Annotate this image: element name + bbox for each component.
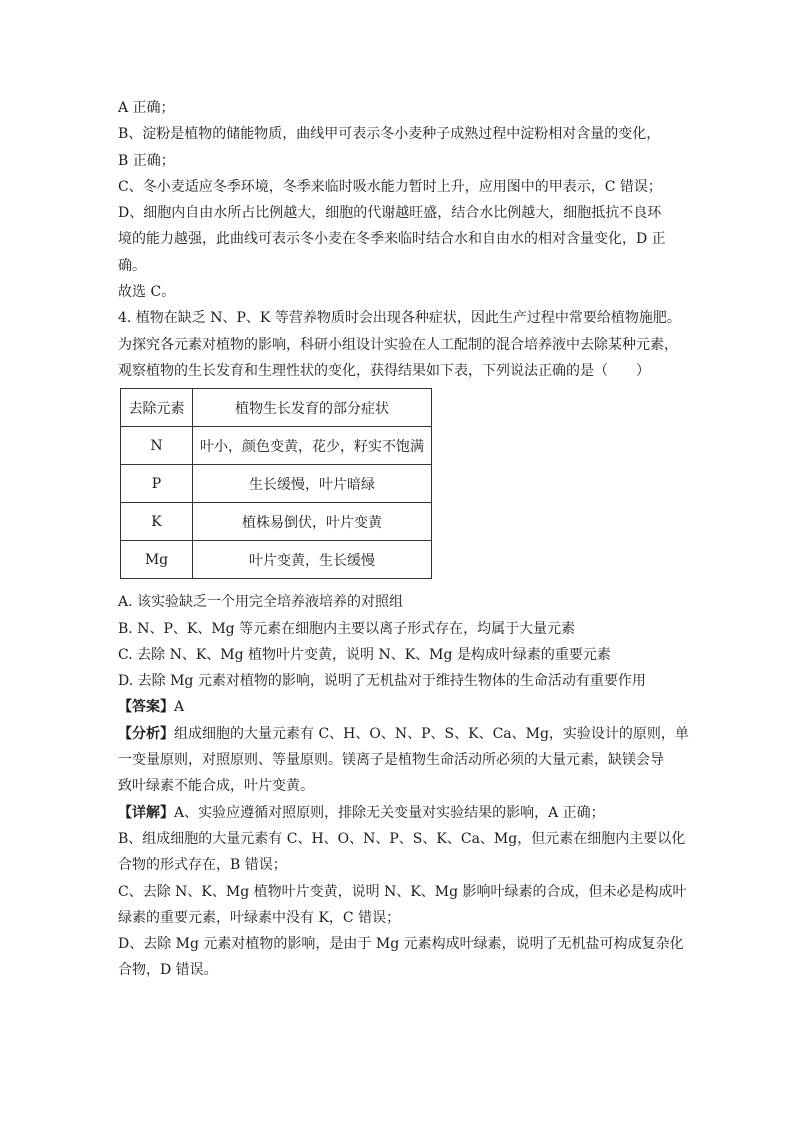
option-d: D. 去除 Mg 元素对植物的影响，说明了无机盐对于维持生物体的生命活动有重要作用 xyxy=(118,673,646,690)
previous-explanation xyxy=(118,95,698,305)
table-cell: 植株易倒伏，叶片变黄 xyxy=(193,503,432,541)
table-row xyxy=(121,503,432,541)
analysis-text: 组成细胞的大量元素有 C、H、O、N、P、S、K、Ca、Mg，实验设计的原则，单 xyxy=(174,725,689,742)
detail-line: B、组成细胞的大量元素有 C、H、O、N、P、S、K、Ca、Mg，但元素在细胞内主要以化 xyxy=(118,830,686,847)
detail-line: 合物，D 错误。 xyxy=(118,962,218,979)
detail-line xyxy=(118,800,698,826)
text-line: 确。 xyxy=(118,257,146,274)
question-stem-line: 观察植物的生长发育和生理性状的变化，获得结果如下表，下列说法正确的是（ ） xyxy=(118,362,650,379)
symptom-table xyxy=(120,388,432,579)
text-line: C、冬小麦适应冬季环境，冬季来临时吸水能力暂时上升，应用图中的甲表示，C 错误； xyxy=(118,178,662,195)
option-a: A. 该实验缺乏一个用完全培养液培养的对照组 xyxy=(118,594,404,611)
detail-line: C、去除 N、K、Mg 植物叶片变黄，说明 N、K、Mg 影响叶绿素的合成，但未必是构成叶 xyxy=(118,883,687,900)
table-header-row xyxy=(121,389,432,427)
text-line: D、细胞内自由水所占比例越大，细胞的代谢越旺盛，结合水比例越大，细胞抵抗不良环 xyxy=(118,205,662,222)
table-cell: 生长缓慢，叶片暗绿 xyxy=(193,465,432,503)
question-4 xyxy=(118,305,698,983)
detail-label: 【详解】 xyxy=(118,804,174,821)
detail-line: 绿素的重要元素，叶绿素中没有 K，C 错误； xyxy=(118,909,401,926)
table-row xyxy=(121,465,432,503)
detail-line: 合物的形式存在，B 错误； xyxy=(118,857,287,874)
option-c: C. 去除 N、K、Mg 植物叶片变黄，说明 N、K、Mg 是构成叶绿素的重要元素 xyxy=(118,646,611,663)
option-b: B. N、P、K、Mg 等元素在细胞内主要以离子形式存在，均属于大量元素 xyxy=(118,620,576,637)
table-cell: 叶片变黄，生长缓慢 xyxy=(193,541,432,579)
page-content xyxy=(118,95,698,984)
text-line: B、淀粉是植物的储能物质，曲线甲可表示冬小麦种子成熟过程中淀粉相对含量的变化， xyxy=(118,126,661,143)
table-row xyxy=(121,427,432,465)
text-line: 故选 C。 xyxy=(118,284,176,301)
text-line: 境的能力越强，此曲线可表示冬小麦在冬季来临时结合水和自由水的相对含量变化，D 正 xyxy=(118,231,666,248)
analysis-line: 一变量原则，对照原则、等量原则。镁离子是植物生命活动所必须的大量元素，缺镁会导 xyxy=(118,752,664,769)
analysis-line xyxy=(118,721,698,747)
answer-value: A xyxy=(174,699,185,716)
table-cell: Mg xyxy=(121,541,193,579)
analysis-line: 致叶绿素不能合成，叶片变黄。 xyxy=(118,778,314,795)
text-line: B 正确； xyxy=(118,152,175,169)
question-stem-line: 4. 植物在缺乏 N、P、K 等营养物质时会出现各种症状，因此生产过程中常要给植物施肥。 xyxy=(118,310,681,327)
text-line: A 正确； xyxy=(118,100,175,116)
table-cell: K xyxy=(121,503,193,541)
analysis-label: 【分析】 xyxy=(118,725,174,742)
question-stem-line: 为探究各元素对植物的影响，科研小组设计实验在人工配制的混合培养液中去除某种元素， xyxy=(118,336,678,353)
table-header-cell: 植物生长发育的部分症状 xyxy=(193,389,432,427)
table-row xyxy=(121,541,432,579)
table-cell: N xyxy=(121,427,193,465)
table-cell: 叶小，颜色变黄，花少，籽实不饱满 xyxy=(193,427,432,465)
answer-line xyxy=(118,694,698,720)
table-cell: P xyxy=(121,465,193,503)
answer-label: 【答案】 xyxy=(118,699,174,716)
table-header-cell: 去除元素 xyxy=(121,389,193,427)
detail-line: D、去除 Mg 元素对植物的影响，是由于 Mg 元素构成叶绿素，说明了无机盐可构成复杂化 xyxy=(118,936,684,953)
detail-text: A、实验应遵循对照原则，排除无关变量对实验结果的影响，A 正确； xyxy=(174,804,605,821)
